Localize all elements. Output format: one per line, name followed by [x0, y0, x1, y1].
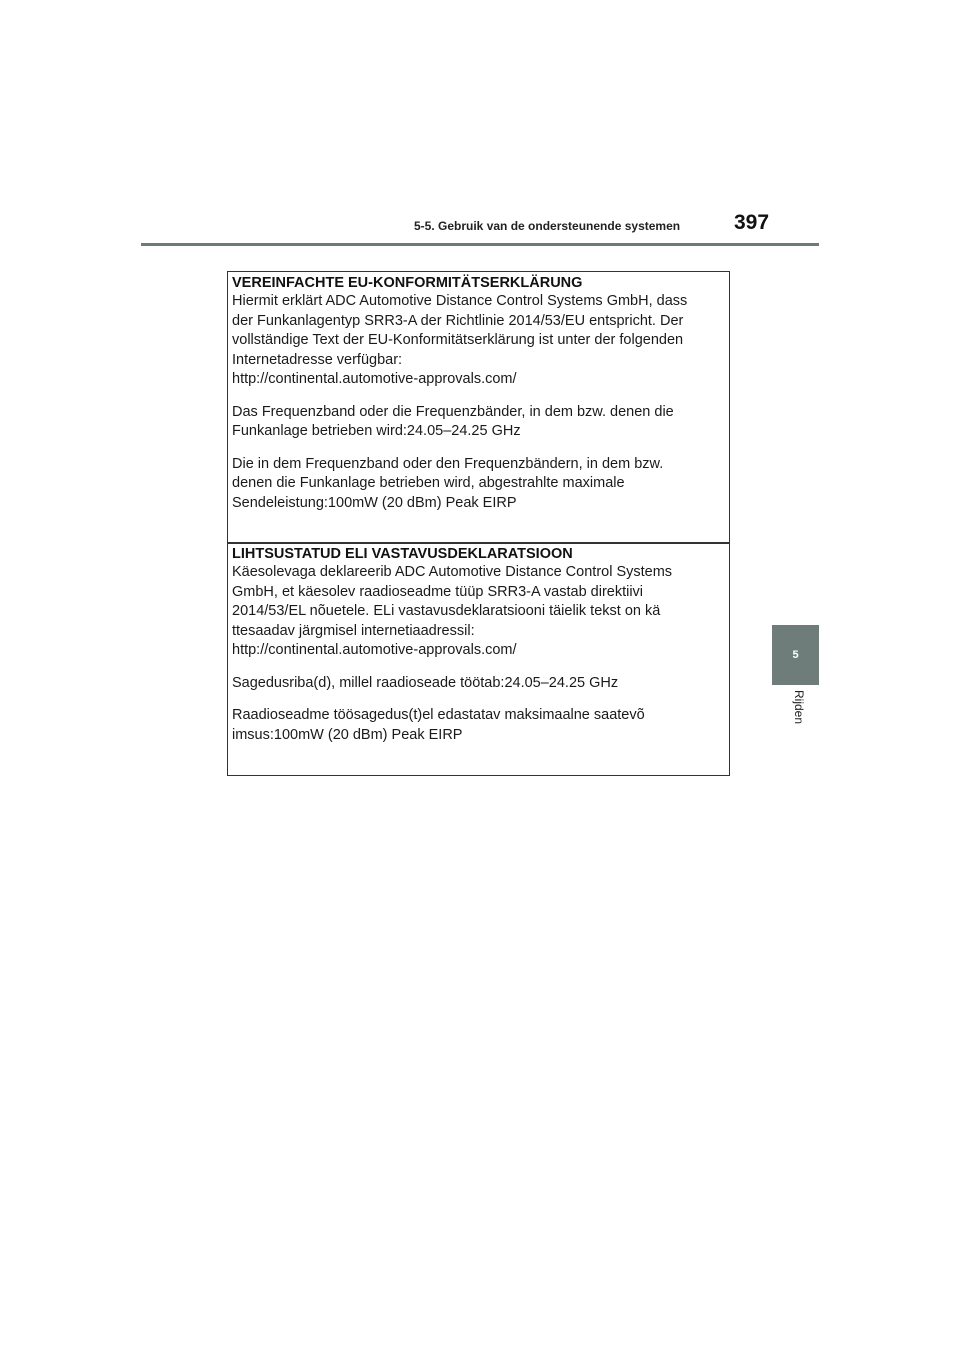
- text-line: vollständige Text der EU-Konformitätserklärung ist unter der folgenden: [232, 332, 684, 348]
- text-line: Sendeleistung:100mW (20 dBm) Peak EIRP: [232, 494, 517, 511]
- text-line: Hiermit erklärt ADC Automotive Distance Control Systems GmbH, dass: [232, 293, 688, 309]
- chapter-tab-number: 5: [792, 649, 799, 661]
- chapter-tab-label: Rijden: [792, 690, 806, 725]
- declaration-paragraph: [232, 403, 724, 442]
- text-line: Das Frequenzband oder die Frequenzbänder, in dem bzw. denen die: [232, 403, 674, 420]
- chapter-tab: [772, 625, 819, 685]
- text-line: Die in dem Frequenzband oder den Frequenzbändern, in dem bzw.: [232, 455, 664, 472]
- running-header-section-title: 5-5. Gebruik van de ondersteunende systemen: [414, 219, 681, 233]
- text-line: GmbH, et käesolev raadioseadme tüüp SRR3-A vastab direktiivi: [232, 583, 644, 600]
- text-line: Käesolevaga deklareerib ADC Automotive Distance Control Systems: [232, 564, 673, 580]
- text-line: Sagedusriba(d), millel raadioseade töötab:24.05–24.25 GHz: [232, 674, 619, 691]
- declaration-paragraph: [232, 292, 724, 390]
- text-line: Internetadresse verfügbar:: [232, 351, 403, 368]
- text-line: denen die Funkanlage betrieben wird, abgestrahlte maximale: [232, 475, 625, 491]
- text-line: der Funkanlagentyp SRR3-A der Richtlinie 2014/53/EU entspricht. Der: [232, 312, 684, 329]
- declaration-section-de: [232, 274, 724, 526]
- declaration-box: [227, 271, 730, 776]
- text-line: 2014/53/EL nõuetele. ELi vastavusdeklaratsiooni täielik tekst on kä: [232, 603, 661, 619]
- declaration-divider: [228, 542, 729, 544]
- text-line: imsus:100mW (20 dBm) Peak EIRP: [232, 726, 463, 743]
- declaration-section-et: [232, 545, 724, 758]
- declaration-title-de: VEREINFACHTE EU-KONFORMITÄTSERKLÄRUNG: [232, 275, 583, 291]
- declaration-paragraph: [232, 706, 724, 745]
- text-line: Funkanlage betrieben wird:24.05–24.25 GHz: [232, 423, 521, 439]
- text-line: Raadioseadme töösagedus(t)el edastatav maksimaalne saatevõ: [232, 707, 645, 723]
- declaration-title-et: LIHTSUSTATUD ELI VASTAVUSDEKLARATSIOON: [232, 546, 573, 562]
- header-divider: [141, 243, 819, 246]
- url-text: http://continental.automotive-approvals.com/: [232, 642, 517, 658]
- text-line: ttesaadav järgmisel internetiaadressil:: [232, 622, 475, 639]
- declaration-paragraph: [232, 455, 724, 514]
- declaration-paragraph: [232, 674, 724, 694]
- declaration-paragraph: [232, 563, 724, 661]
- page-number: 397: [734, 211, 770, 234]
- url-text: http://continental.automotive-approvals.com/: [232, 371, 517, 387]
